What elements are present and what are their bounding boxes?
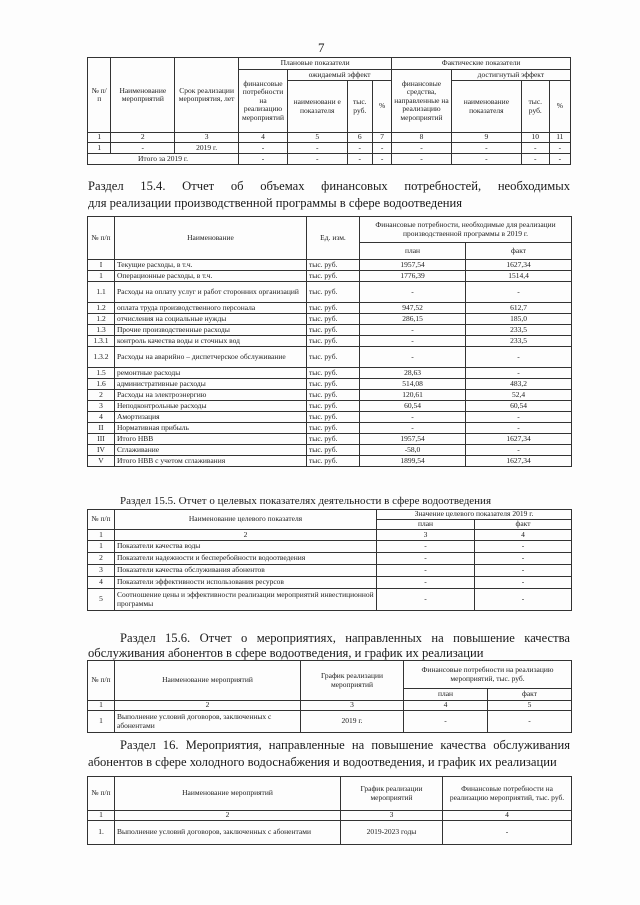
table-row: 1.6 административные расходы тыс. руб. 514,08 483,2: [88, 379, 572, 390]
column-index-row: 1 2 3 4: [88, 530, 572, 541]
table-row: 4 Показатели эффективности использования ресурсов - -: [88, 577, 572, 589]
table-row: 1.3.1 контроль качества воды и сточных вод тыс. руб. - 233,5: [88, 336, 572, 347]
header-num: № п/п: [88, 661, 115, 701]
table-row: III Итого НВВ тыс. руб. 1957,54 1627,34: [88, 434, 572, 445]
header-plan: Плановые показатели: [239, 58, 392, 70]
header-value: Значение целевого показателя 2019 г.: [377, 510, 572, 520]
table-row: 1 Операционные расходы, в т.ч. тыс. руб. 1776,39 1514,4: [88, 271, 572, 282]
section-16-title: Раздел 16. Мероприятия, направленные на повышение качества обслуживания абонентов в сфере холодного водоснабжения и водоотведения, и график их реализации: [88, 738, 570, 769]
events-plan-fact-table: [87, 57, 571, 165]
table-row: 1.2 отчисления на социальные нужды тыс. руб. 286,15 185,0: [88, 314, 572, 325]
table-row: 3 Неподконтрольные расходы тыс. руб. 60,54 60,54: [88, 401, 572, 412]
table-row: 2 Расходы на электроэнергию тыс. руб. 120,61 52,4: [88, 390, 572, 401]
section-15-4-title: Раздел 15.4. Отчет об объемах финансовых потребностей, необходимых для реализации производственной программы в сфере водоотведения: [88, 179, 570, 210]
table-row: II Нормативная прибыль тыс. руб. - -: [88, 423, 572, 434]
table-row: 1.2 оплата труда производственного персонала тыс. руб. 947,52 612,7: [88, 303, 572, 314]
header-term: Срок реализации мероприятия, лет: [175, 58, 239, 133]
header-fin-needs: финансовые потребности на реализацию мероприятий: [239, 70, 288, 133]
table-row: 1.3.2 Расходы на аварийно – диспетчерское обслуживание тыс. руб. - -: [88, 347, 572, 368]
header-thous-rub-fact: тыс. руб.: [521, 81, 549, 133]
page-number: 7: [318, 40, 325, 55]
header-indicator-name-fact: наименование показателя: [451, 81, 521, 133]
financial-needs-table: [87, 216, 572, 467]
header-name: Наименование мероприятий: [111, 58, 175, 133]
header-fact: факт: [488, 689, 572, 701]
header-percent: %: [373, 81, 392, 133]
header-fin-needs: Финансовые потребности, необходимые для реализации производственной программы в 2019 г.: [360, 217, 572, 243]
header-fact: Фактические показатели: [392, 58, 571, 70]
header-num: № п/ п: [88, 58, 111, 133]
table-row: 5 Соотношение цены и эффективности реализации мероприятий инвестиционной программы - -: [88, 589, 572, 611]
column-index-row: 1 2 3 4 5: [88, 701, 572, 711]
header-name: Наименование целевого показателя: [115, 510, 377, 530]
table-row: 1 - 2019 г. - - - - - - - -: [88, 143, 571, 154]
event-schedule-table: [87, 776, 572, 845]
header-achieved-effect: достигнутый эффект: [451, 70, 570, 81]
header-thous-rub: тыс. руб.: [347, 81, 373, 133]
table-row: 1.3 Прочие производственные расходы тыс. руб. - 233,5: [88, 325, 572, 336]
table-row: 2 Показатели надежности и бесперебойности водоотведения - -: [88, 553, 572, 565]
table-row: 3 Показатели качества обслуживания абонентов - -: [88, 565, 572, 577]
total-row: Итого за 2019 г. - - - - - - - -: [88, 154, 571, 165]
header-unit: Ед. изм.: [307, 217, 360, 260]
table-row: 4 Амортизация тыс. руб. - -: [88, 412, 572, 423]
header-plan: план: [404, 689, 488, 701]
header-fact: факт: [466, 243, 572, 260]
table-row: I Текущие расходы, в т.ч. тыс. руб. 1957,54 1627,34: [88, 260, 572, 271]
table-row: IV Сглаживание тыс. руб. -58,0 -: [88, 445, 572, 456]
header-percent-fact: %: [549, 81, 570, 133]
header-name: Наименование мероприятий: [115, 777, 341, 811]
table-row: 1.5 ремонтные расходы тыс. руб. 28,63 -: [88, 368, 572, 379]
service-quality-events-table: [87, 660, 572, 733]
header-name: Наименование мероприятий: [115, 661, 301, 701]
header-fin-needs: Финансовые потребности на реализацию мероприятий, тыс. руб.: [404, 661, 572, 689]
table-row: 1 Показатели качества воды - -: [88, 541, 572, 553]
header-num: № п/п: [88, 217, 115, 260]
table-row: V Итого НВВ с учетом сглаживания тыс. руб. 1899,54 1627,34: [88, 456, 572, 467]
header-fact: факт: [475, 520, 572, 530]
header-indicator-name: наименовани е показателя: [287, 81, 347, 133]
header-num: № п/п: [88, 777, 115, 811]
header-expected-effect: ожидаемый эффект: [287, 70, 391, 81]
header-plan: план: [377, 520, 475, 530]
column-index-row: 1 2 3 4 5 6 7 8 9 10 11: [88, 133, 571, 143]
header-num: № п/п: [88, 510, 115, 530]
header-name: Наименование: [115, 217, 307, 260]
header-fin-funds: финансовые средства, направленные на реализацию мероприятий: [392, 70, 452, 133]
table-row: 1 Выполнение условий договоров, заключенных с абонентами 2019 г. - -: [88, 711, 572, 733]
total-label: Итого за 2019 г.: [88, 154, 239, 165]
table-row: 1.1 Расходы на оплату услуг и работ сторонних организаций тыс. руб. - -: [88, 282, 572, 303]
section-15-6-title: Раздел 15.6. Отчет о мероприятиях, направленных на повышение качества обслуживания абонентов в сфере водоотведения, и график их реализации: [88, 631, 570, 660]
header-schedule: График реализации мероприятий: [341, 777, 443, 811]
column-index-row: 1 2 3 4: [88, 811, 572, 821]
target-indicators-table: [87, 509, 572, 611]
header-schedule: График реализации мероприятий: [301, 661, 404, 701]
header-plan: план: [360, 243, 466, 260]
section-15-5-title: Раздел 15.5. Отчет о целевых показателях деятельности в сфере водоотведения: [120, 495, 492, 507]
table-row: 1. Выполнение условий договоров, заключенных с абонентами 2019-2023 годы -: [88, 821, 572, 845]
header-fin-needs: Финансовые потребности на реализацию мероприятий, тыс. руб.: [443, 777, 572, 811]
